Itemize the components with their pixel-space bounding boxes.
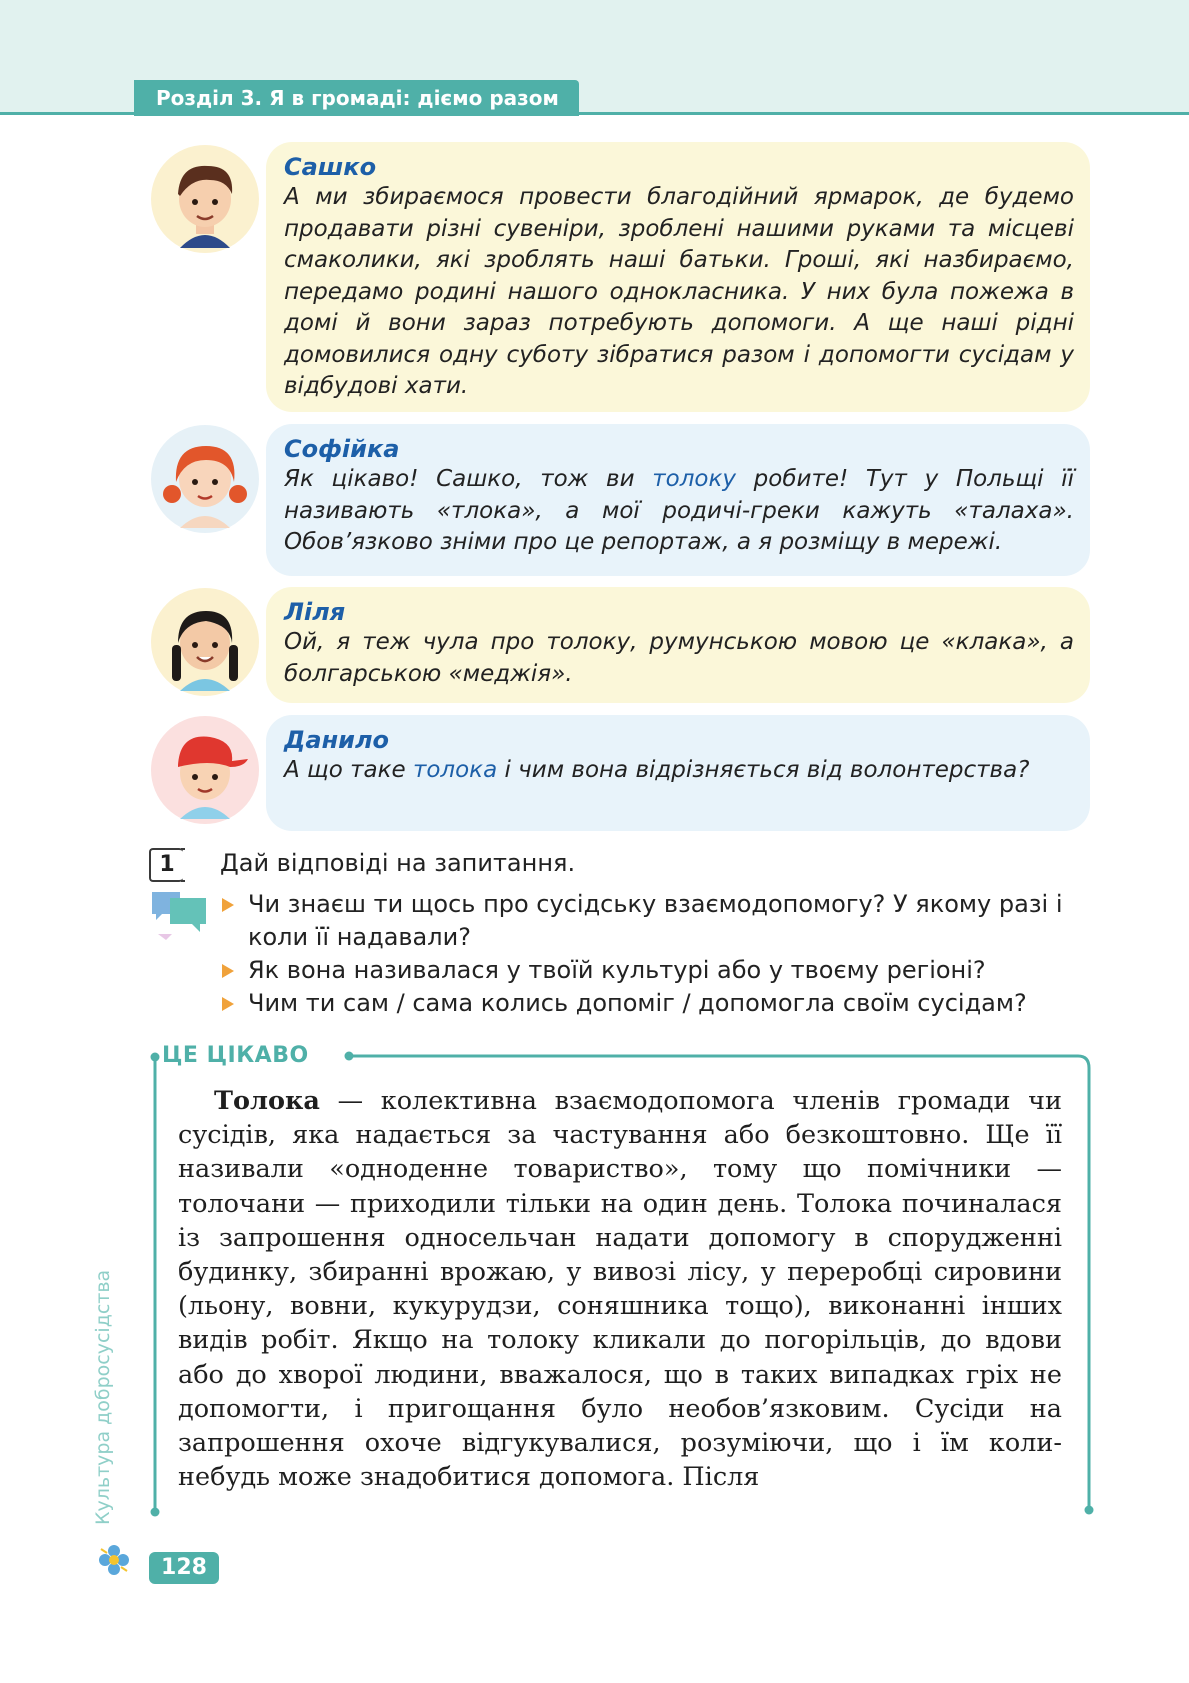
boy-avatar-icon	[150, 144, 260, 254]
speech-text	[284, 464, 1074, 559]
speaker-name: Ліля	[284, 598, 346, 626]
speech-text-part: А що таке	[284, 757, 413, 783]
speech-text-part: і чим вона відрізняється від волонтерства?	[497, 757, 1030, 783]
task-number: 1	[149, 848, 183, 882]
speech-text: Ой, я теж чула про толоку, румунською мовою це «клака», а болгарською «меджія».	[284, 629, 1074, 687]
dark-haired-girl-avatar-icon	[150, 587, 260, 697]
task-title: Дай відповіді на запитання.	[220, 849, 576, 877]
fact-box-text	[178, 1084, 1062, 1494]
fact-box-heading: ЦЕ ЦІКАВО	[162, 1043, 309, 1068]
speech-bubble-lilia	[266, 587, 1090, 703]
question-item: Як вона називалася у твоїй культурі або у твоєму регіоні?	[220, 954, 1100, 987]
discussion-icon	[150, 888, 210, 942]
speech-bubble-danylo	[266, 715, 1090, 831]
task-number-edge	[181, 848, 185, 882]
highlighted-term: толока	[412, 757, 498, 783]
speaker-name: Сашко	[284, 153, 377, 181]
speaker-name: Софійка	[284, 435, 400, 463]
flower-icon	[97, 1543, 131, 1577]
question-item: Чим ти сам / сама колись допоміг / допомогла своїм сусідам?	[220, 987, 1100, 1020]
speech-text: А ми збираємося провести благодійний ярмарок, де будемо продавати різні сувеніри, зроблені нашими руками та місцеві смаколики, які зроблять наші батьки. Гроші, які назбираємо, передамо родині нашого однокласника. У них була пожежа в домі й вони зараз потребують допомоги. А ще наші рідні домовилися одну суботу зібратися разом і допомогти сусідам у відбудові хати.	[284, 184, 1074, 399]
red-haired-girl-avatar-icon	[150, 424, 260, 534]
question-item: Чи знаєш ти щось про сусідську взаємодопомогу? У якому разі і коли її надавали?	[220, 888, 1100, 954]
highlighted-term: толоку	[652, 466, 736, 492]
speech-text	[284, 755, 1074, 787]
fact-body: — колективна взаємодопомога членів громади чи сусідів, яка надається за частування або безкоштовно. Ще її називали «одноденне товариство», тому що помічники — толочани — приходили тільки на один день. Толока починалася із запрошення односельчан надати допомогу в спорудженні будинку, збиранні врожаю, у вивозі лісу, у переробці сировини (льону, вовни, кукурудзи, соняшника тощо), виконанні інших видів робіт. Якщо на толоку кликали до погорільців, до вдови або до хворої людини, вважалося, що в таких випадках гріх не допомогти, і пригощання було необов’язковим. Сусіди на запрошення охоче відгукувалися, розуміючи, що і їм коли-небудь може знадобитися допомога. Після	[178, 1086, 1062, 1493]
side-caption: Культура добросусідства	[92, 1269, 114, 1525]
speech-text-part: Як цікаво! Сашко, тож ви	[284, 466, 653, 492]
bullet-triangle-icon	[222, 898, 234, 912]
question-list	[220, 888, 1100, 1020]
boy-cap-avatar-icon	[150, 715, 260, 825]
speaker-name: Данило	[284, 726, 390, 754]
speech-bubble-sofiika	[266, 424, 1090, 576]
page-number: 128	[149, 1552, 219, 1584]
fact-term: Толока	[214, 1086, 320, 1116]
speech-text-part: робите! Тут у Польщі її називають «тлока», а мої родичі-греки кажуть «талаха». Обов’язково зніми про це репортаж, а я розміщу в мережі.	[284, 466, 1074, 555]
speech-bubble-sashko	[266, 142, 1090, 412]
chapter-title: Розділ 3. Я в громаді: діємо разом	[134, 80, 579, 116]
bullet-triangle-icon	[222, 964, 234, 978]
bullet-triangle-icon	[222, 997, 234, 1011]
